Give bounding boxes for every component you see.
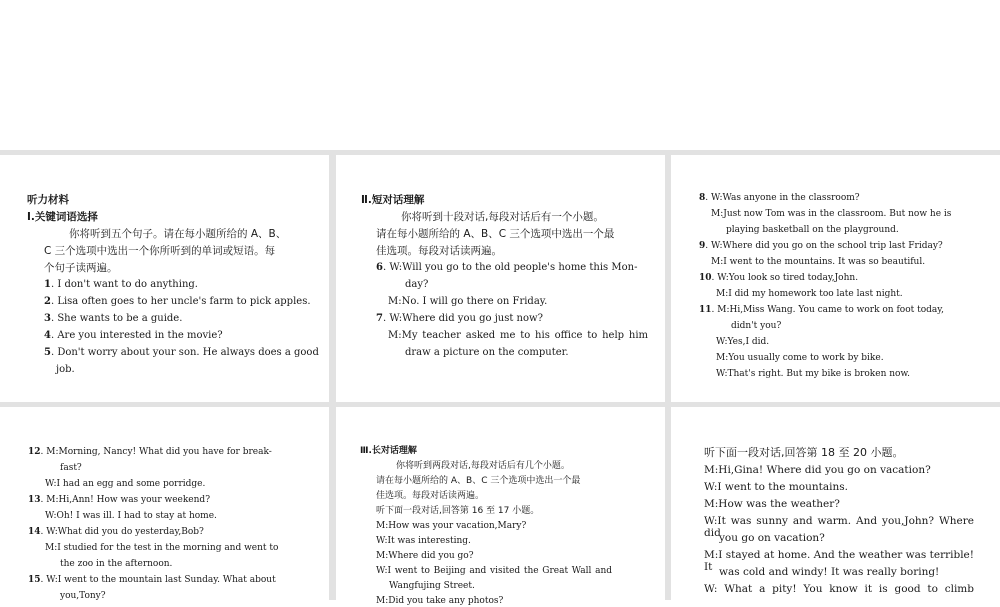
dialogue-line: M:I stayed at home. And the weather was terrible! It — [704, 549, 974, 573]
dialogue-line: M:How was the weather? — [704, 498, 840, 510]
dialogue-line: M:I studied for the test in the morning and went to — [45, 543, 279, 553]
section-1-instruction-line-1: 你将听到五个句子。请在每小题所给的 A、B、 — [69, 228, 287, 240]
dialogue-line: 8. W:Was anyone in the classroom? — [699, 193, 860, 203]
dialogue-line: W:Yes,I did. — [716, 337, 770, 347]
dialogue-line: draw a picture on the computer. — [405, 347, 569, 358]
dialogue-line: 6. W:Will you go to the old people's home this Mon- — [376, 262, 638, 273]
section-3-second-dialogue-intro: 听下面一段对话,回答第 18 至 20 小题。 — [704, 446, 904, 459]
panel-3 — [671, 155, 1000, 402]
panel-5 — [336, 407, 665, 606]
section-3-heading: Ⅲ.长对话理解 — [360, 446, 417, 456]
dialogue-line: W:That's right. But my bike is broken now. — [716, 369, 910, 379]
list-item-continuation: job. — [56, 364, 75, 375]
section-3-instruction-line-1: 你将听到两段对话,每段对话后有几个小题。 — [396, 461, 570, 471]
list-item: 1. I don't want to do anything. — [44, 279, 198, 290]
dialogue-line: M:I did my homework too late last night. — [716, 289, 903, 299]
dialogue-line: M:I went to the mountains. It was so beautiful. — [711, 257, 926, 267]
dialogue-line: M:Hi,Gina! Where did you go on vacation? — [704, 464, 931, 476]
dialogue-line: M:You usually come to work by bike. — [716, 353, 884, 363]
dialogue-line: day? — [405, 279, 429, 290]
section-2-instruction-line-3: 佳选项。每段对话读两遍。 — [376, 245, 502, 257]
dialogue-line: M:My teacher asked me to his office to help him — [388, 330, 648, 341]
list-item: 2. Lisa often goes to her uncle's farm to pick apples. — [44, 296, 311, 307]
section-1-instruction-line-3: 个句子读两遍。 — [44, 262, 118, 274]
dialogue-line: M:How was your vacation,Mary? — [376, 521, 527, 531]
dialogue-line: you go on vacation? — [719, 532, 825, 544]
dialogue-line: 12. M:Morning, Nancy! What did you have for break- — [28, 447, 272, 457]
section-3-instruction-line-4: 听下面一段对话,回答第 16 至 17 小题。 — [376, 506, 540, 516]
panel-1 — [0, 155, 329, 402]
dialogue-line: Wangfujing Street. — [389, 581, 475, 591]
dialogue-line: 15. W:I went to the mountain last Sunday. What about — [28, 575, 276, 585]
listening-material-title: 听力材料 — [27, 194, 69, 206]
dialogue-line: W:I went to Beijing and visited the Great Wall and — [376, 566, 612, 576]
dialogue-line: 9. W:Where did you go on the school trip last Friday? — [699, 241, 943, 251]
dialogue-line: W:It was interesting. — [376, 536, 471, 546]
list-item: 4. Are you interested in the movie? — [44, 330, 223, 341]
dialogue-line: M:No. I will go there on Friday. — [388, 296, 548, 307]
dialogue-line: W:I went to the mountains. — [704, 481, 848, 493]
section-3-instruction-line-2: 请在每小题所给的 A、B、C 三个选项中选出一个最 — [376, 476, 581, 486]
panel-6 — [671, 407, 1000, 600]
dialogue-line: M:Just now Tom was in the classroom. But now he is — [711, 209, 952, 219]
dialogue-line: was cold and windy! It was really boring! — [719, 566, 940, 578]
top-blank-area — [0, 0, 1000, 150]
section-2-instruction-line-2: 请在每小题所给的 A、B、C 三个选项中选出一个最 — [376, 228, 615, 240]
list-item: 5. Don't worry about your son. He always does a good — [44, 347, 319, 358]
panel-2 — [336, 155, 665, 402]
dialogue-line: 10. W:You look so tired today,John. — [699, 273, 859, 283]
list-item: 3. She wants to be a guide. — [44, 313, 183, 324]
dialogue-line: M:Where did you go? — [376, 551, 474, 561]
dialogue-line: W:Oh! I was ill. I had to stay at home. — [45, 511, 217, 521]
dialogue-line: W:It was sunny and warm. And you,John? Where did — [704, 515, 974, 539]
dialogue-line: didn't you? — [731, 321, 782, 331]
section-3-instruction-line-3: 佳选项。每段对话读两遍。 — [376, 491, 485, 501]
dialogue-line: fast? — [60, 463, 82, 473]
dialogue-line: you,Tony? — [60, 591, 106, 601]
dialogue-line: 11. M:Hi,Miss Wang. You came to work on foot today, — [699, 305, 945, 315]
dialogue-line: 14. W:What did you do yesterday,Bob? — [28, 527, 204, 537]
dialogue-line: W:I had an egg and some porridge. — [45, 479, 206, 489]
section-1-heading: Ⅰ.关键词语选择 — [27, 211, 98, 223]
panel-4 — [0, 407, 329, 600]
dialogue-line: 13. M:Hi,Ann! How was your weekend? — [28, 495, 211, 505]
section-1-instruction-line-2: C 三个选项中选出一个你所听到的单词或短语。每 — [44, 245, 276, 257]
dialogue-line: the zoo in the afternoon. — [60, 559, 173, 569]
section-2-heading: Ⅱ.短对话理解 — [361, 194, 425, 206]
dialogue-line: 7. W:Where did you go just now? — [376, 313, 543, 324]
dialogue-line: playing basketball on the playground. — [726, 225, 899, 235]
dialogue-line: M:Did you take any photos? — [376, 596, 504, 606]
dialogue-line: W: What a pity! You know it is good to climb — [704, 583, 974, 595]
section-2-instruction-line-1: 你将听到十段对话,每段对话后有一个小题。 — [401, 211, 604, 223]
